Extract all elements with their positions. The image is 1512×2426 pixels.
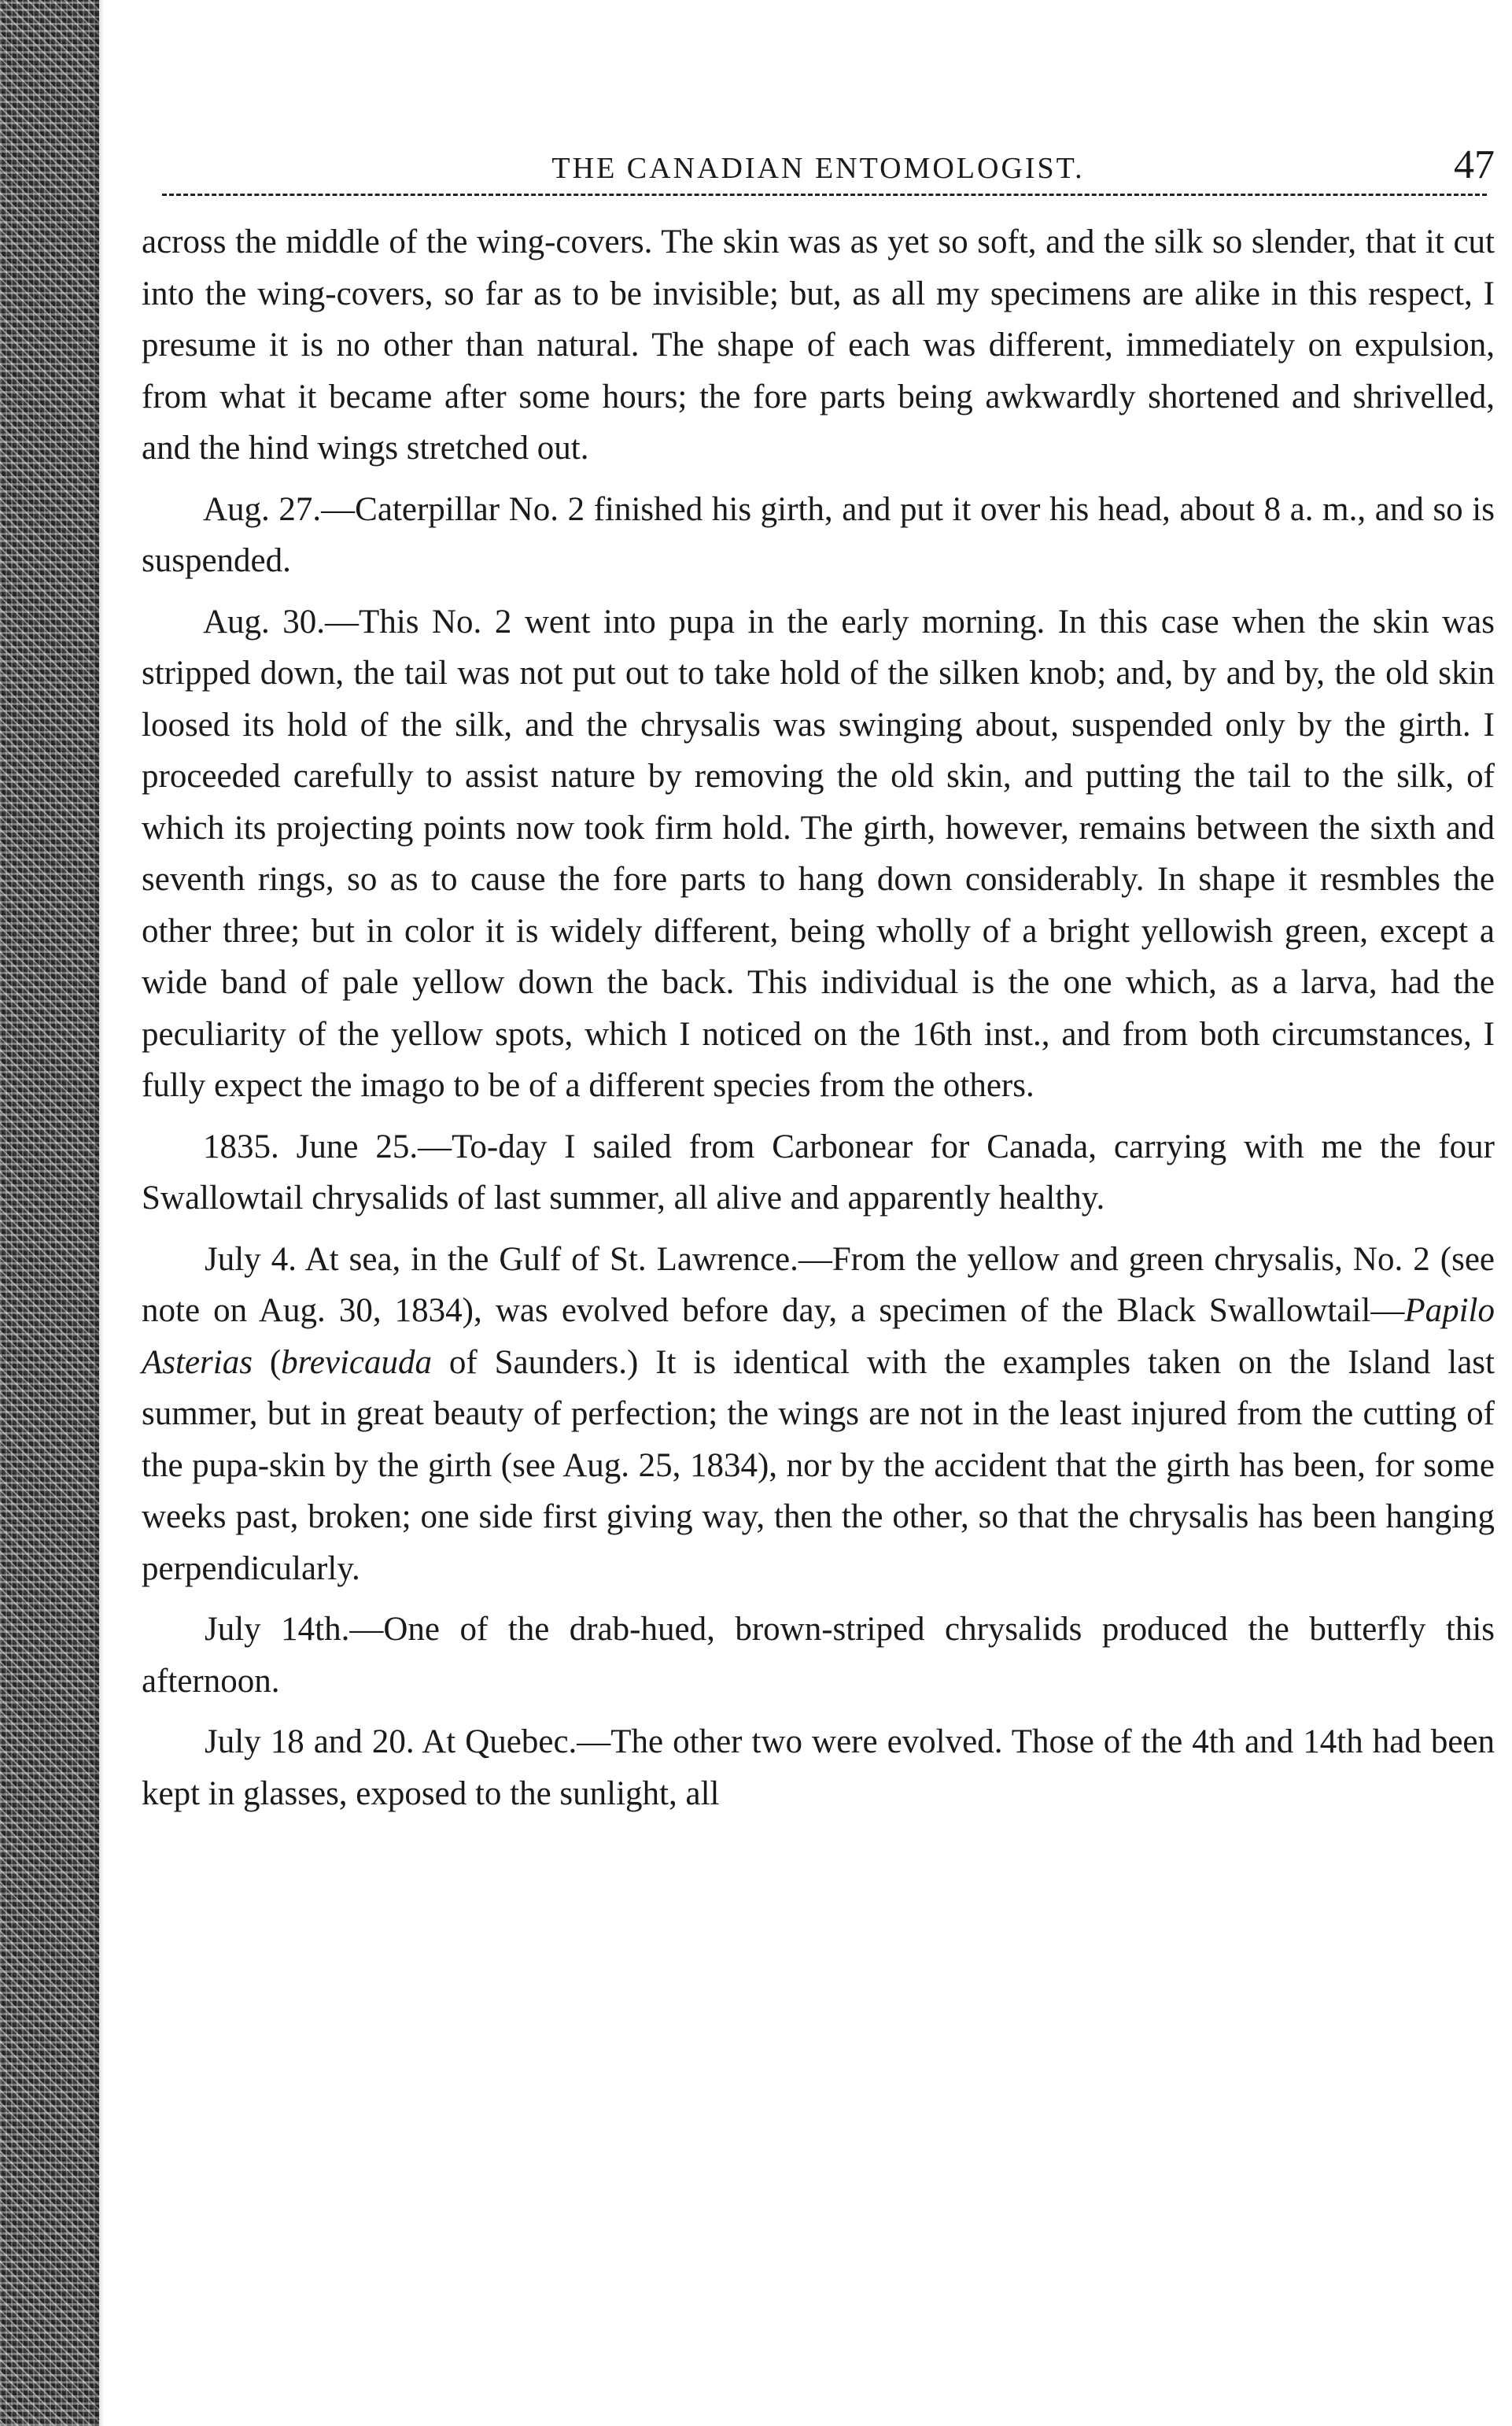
journal-page — [142, 118, 1495, 1829]
species-name: Papilo Asterias — [142, 1292, 1495, 1381]
paragraph-aug-27: Aug. 27.—Caterpillar No. 2 finished his girth, and put it over his head, about 8 a. m., and so is suspended. — [142, 490, 1495, 579]
article-body — [142, 216, 1495, 1819]
paragraph-aug-30: Aug. 30.—This No. 2 went into pupa in the early morning. In this case when the skin was stripped down, the tail was not put out to take hold of the silken knob; and, by and by, the old skin loosed its hold of the silk, and the chrysalis was swinging about, suspended only by the girth. I proceeded carefully to assist nature by removing the old skin, and putting the tail to the silk, of which its projecting points now took firm hold. The girth, however, remains between the sixth and seventh rings, so as to cause the fore parts to hang down considerably. In shape it resmbles the other three; but in color it is widely different, being wholly of a bright yellowish green, except a wide band of pale yellow down the back. This individual is the one which, as a larva, had the peculiarity of the yellow spots, which I noticed on the 16th inst., and from both circumstances, I fully expect the imago to be of a different species from the others. — [142, 603, 1495, 1104]
scanned-binding-edge — [0, 0, 99, 2426]
paragraph-july-18-20: July 18 and 20. At Quebec.—The other two were evolved. Those of the 4th and 14th had been kept in glasses, exposed to the sunlight, all — [142, 1723, 1495, 1812]
running-head: THE CANADIAN ENTOMOLOGIST. — [551, 152, 1085, 185]
species-variety: brevicauda — [281, 1343, 433, 1381]
paragraph-1835-june-25: 1835. June 25.—To-day I sailed from Carbonear for Canada, carrying with me the four Swallowtail chrysalids of last summer, all alive and apparently healthy. — [142, 1128, 1495, 1217]
page-header — [142, 118, 1495, 189]
july-4-text-middle: ( — [252, 1343, 282, 1381]
page-number: 47 — [1454, 142, 1495, 187]
header-rule — [162, 194, 1487, 196]
paragraph-july-14: July 14th.—One of the drab-hued, brown-striped chrysalids produced the butterfly this afternoon. — [142, 1611, 1495, 1700]
july-4-text-before: July 4. At sea, in the Gulf of St. Lawrence.—From the yellow and green chrysalis, No. 2 (see note on Aug. 30, 1834), was evolved before day, a specimen of the Black Swallowtail— — [142, 1240, 1495, 1329]
paragraph-july-4 — [142, 1234, 1495, 1595]
july-4-text-after: of Saunders.) It is identical with the examples taken on the Island last summer, but in great beauty of perfection; the wings are not in the least injured from the cutting of the pupa-skin by the girth (see Aug. 25, 1834), nor by the accident that the girth has been, for some weeks past, broken; one side first giving way, then the other, so that the chrysalis has been hanging perpendicularly. — [142, 1343, 1495, 1587]
paragraph-continuation: across the middle of the wing-covers. The skin was as yet so soft, and the silk so slender, that it cut into the wing-covers, so far as to be invisible; but, as all my specimens are alike in this respect, I presume it is no other than natural. The shape of each was different, immediately on expulsion, from what it became after some hours; the fore parts being awkwardly shortened and shrivelled, and the hind wings stretched out. — [142, 223, 1495, 467]
